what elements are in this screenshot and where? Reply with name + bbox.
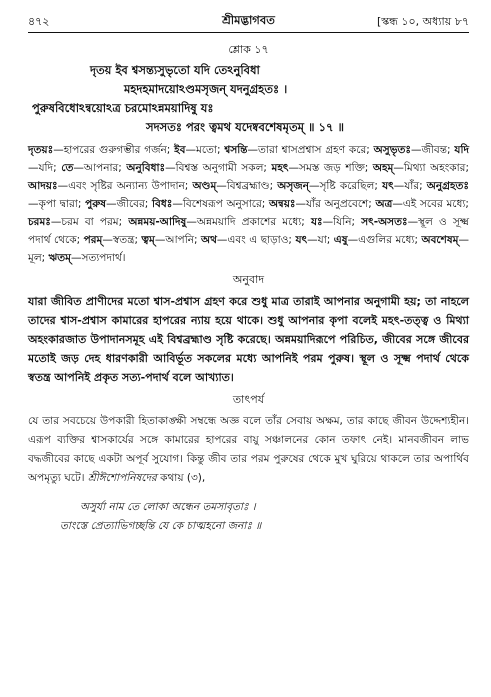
sanskrit-verse [28,61,469,137]
translation-heading: অনুবাদ [232,273,265,286]
synonym-term: অনুগ্রহতঃ [426,180,469,192]
synonym-meaning: —বিশেষরূপ অনুসারে; [172,198,270,210]
synonym-term: ঋতম্ [48,252,71,264]
synonym-meaning: —মূল; [28,234,469,264]
purport-body: যে তার সবচেয়ে উপকারী হিতাকাঙ্ক্ষী সম্বন্ধে অজ্ঞ বলে তাঁর সেবায় অক্ষম, তার কাছে জীবন উদ্দেশ্যহীন। এরূপ ব্যক্তির শ্বাসকার্যের সঙ্গে কামারের হাপরের বায়ু সঞ্চালনের কোন তফাৎ নেই। মানবজীবন লাভ বদ্ধজীবের কাছে একটা অপূর্ব সুযোগ। কিন্তু জীব তার পরম পুরুষের থেকে মুখ ঘুরিয়ে থাকলে তার অপার্থিব অপমৃত্যু ঘটে। [28,415,469,484]
synonym-meaning: —অন্নময়াদি প্রকাশের মধ্যে; [186,216,311,228]
synonym-term: পুরুষ [85,198,107,210]
translation-text: যারা জীবিত প্রাণীদের মতো শ্বাস-প্রশ্বাস গ্রহণ করে শুধু মাত্র তারাই আপনার অনুগামী হয়; তা নাহলে তাদের শ্বাস-প্রশ্বাস কামারের হাপরের ন্যায় হয়ে থাকে। শুধু আপনার কৃপা বলেই মহৎ-তত্ত্ব ও মিথ্যা অহংকারজাত উপাদানসমূহ এই বিশ্বব্রহ্মাণ্ড সৃষ্টি করেছে। অন্নময়াদিরূপে পরিচিত, জীবের সঙ্গে জীবের মতোই জড় দেহ ধারণকারী আবির্ভূত সকলের মধ্যে আপনিই পরম পুরুষ। স্থূল ও সূক্ষ্ম পদার্থ থেকে স্বতন্ত্র আপনিই প্রকৃত সত্য-পদার্থ বলে আখ্যাত। [28,295,469,384]
synonym-meaning: —আপনার; [73,162,127,174]
synonym-meaning: —যাঁর অনুপ্রবেশে; [295,198,376,210]
page-number: ৪৭২ [28,15,50,28]
synonym-term: সৎ-অসতঃ [361,216,408,228]
synonym-term: অন্নময়-আদিষু [128,216,187,228]
synonym-term: পরম্ [83,234,103,246]
quote-line: অসুর্যা নাম তে লোকা অন্ধেন তমসাবৃতাঃ । [80,501,256,513]
synonym-term: যৎ [295,234,308,246]
synonym-meaning: —চরম বা পরম; [50,216,129,228]
synonym-meaning: —মিথ্যা অহংকার; [393,162,469,174]
synonym-meaning: —বিশ্বস্ত অনুগামী সকল; [165,162,272,174]
synonym-term: অসৃজন্ [277,180,309,192]
synonym-meaning: —এবং সৃষ্টির অন্যান্য উপাদান; [57,180,193,192]
synonym-meaning: —মতো; [185,144,225,156]
synonym-term: ইব [174,144,186,156]
synonym-term: শ্বসন্তি [224,144,248,156]
synonym-term: বিধঃ [152,198,173,210]
synonym-term: এষু [333,234,348,246]
purport-source-suffix: কথায় (৩), [156,472,206,484]
synonym-term: অথ [201,234,217,246]
verse-line: মহদহমাদয়োঽণ্ডমসৃজন্ যদনুগ্রহতঃ । [124,82,288,96]
synonym-term: তে [61,162,74,174]
synonym-meaning: —তারা শ্বাসপ্রশ্বাস গ্রহণ করে; [247,144,374,156]
chapter-reference: [স্কন্ধ ১০, অধ্যায় ৮৭ [376,15,469,28]
synonym-meaning: —যাঁর; [393,180,427,192]
synonym-term: অসুভৃতঃ [373,144,412,156]
synonym-meaning: —সমস্ত জড় শক্তি; [288,162,373,174]
synonym-meaning: —সত্যপদার্থ। [70,252,126,264]
synonym-meaning: —যা; [307,234,334,246]
synonym-meaning: —এবং এ ছাড়াও; [216,234,296,246]
synonym-term: অত্র [375,198,393,210]
synonym-term: অহম্ [372,162,394,174]
synonym-term: যৎ [382,180,394,192]
synonym-meaning: —যদি; [28,162,62,174]
synonym-meaning: —যিনি; [322,216,362,228]
synonym-term: ত্বম্ [141,234,155,246]
book-title: শ্রীমদ্ভাগবত [222,13,275,27]
synonym-meaning: —জীবের; [106,198,153,210]
synonym-meaning: —আপনি; [154,234,201,246]
quote-line: তাংস্তে প্রেত্যাভিগচ্ছন্তি যে কে চাত্মহনো জনাঃ ॥ [60,520,262,532]
synonym-term: মহৎ [271,162,289,174]
synonym-term: দৃতয়ঃ [28,144,54,156]
page-header [28,10,469,33]
synonym-term: চরমঃ [28,216,51,228]
synonym-meaning: —বিশ্বব্রহ্মাণ্ড; [216,180,278,192]
synonym-term: অণ্ডম্ [192,180,217,192]
synonym-meaning: —এই সবের মধ্যে; [392,198,469,210]
synonym-meaning: —হাপরের গুরুগম্ভীর গর্জন; [53,144,175,156]
synonym-term: অনুবিধাঃ [126,162,166,174]
synonym-term: অন্বয়ঃ [269,198,296,210]
synonym-meaning: —কৃপা দ্বারা; [28,198,86,210]
synonym-term: যদি [454,144,469,156]
verse-line: সদসতঃ পরং ত্বমথ যদেষ্ববশেষমৃতম্ ॥ ১৭ ॥ [146,120,344,134]
synonym-term: যঃ [311,216,323,228]
synonym-meaning: —জীবন্ত; [411,144,455,156]
verse-line: দৃতয় ইব শ্বসন্ত্যসুভৃতো যদি তেঽনুবিধা [90,63,260,77]
purport-heading: তাৎপর্য [232,393,265,406]
synonym-meaning: —এগুলির মধ্যে; [347,234,422,246]
synonym-meaning: —স্বতন্ত্র; [102,234,142,246]
synonym-term: আদয়ঃ [28,180,58,192]
purport-source: শ্রীঈশোপনিষদের [87,472,157,484]
word-for-word-synonyms [28,141,469,267]
synonym-term: অবশেষম্ [421,234,459,246]
synonym-meaning: —স্থূল ও সূক্ষ্ম পদার্থ থেকে; [28,216,470,246]
verse-line: পুরুষবিধোঽন্বয়োঽত্র চরমোঽন্নময়াদিষু যঃ [32,101,214,115]
verse-label: শ্লোক ১৭ [228,43,269,56]
quoted-verse [28,498,469,536]
synonym-meaning: —সৃষ্টি করেছিল; [308,180,383,192]
purport-text [28,412,469,488]
